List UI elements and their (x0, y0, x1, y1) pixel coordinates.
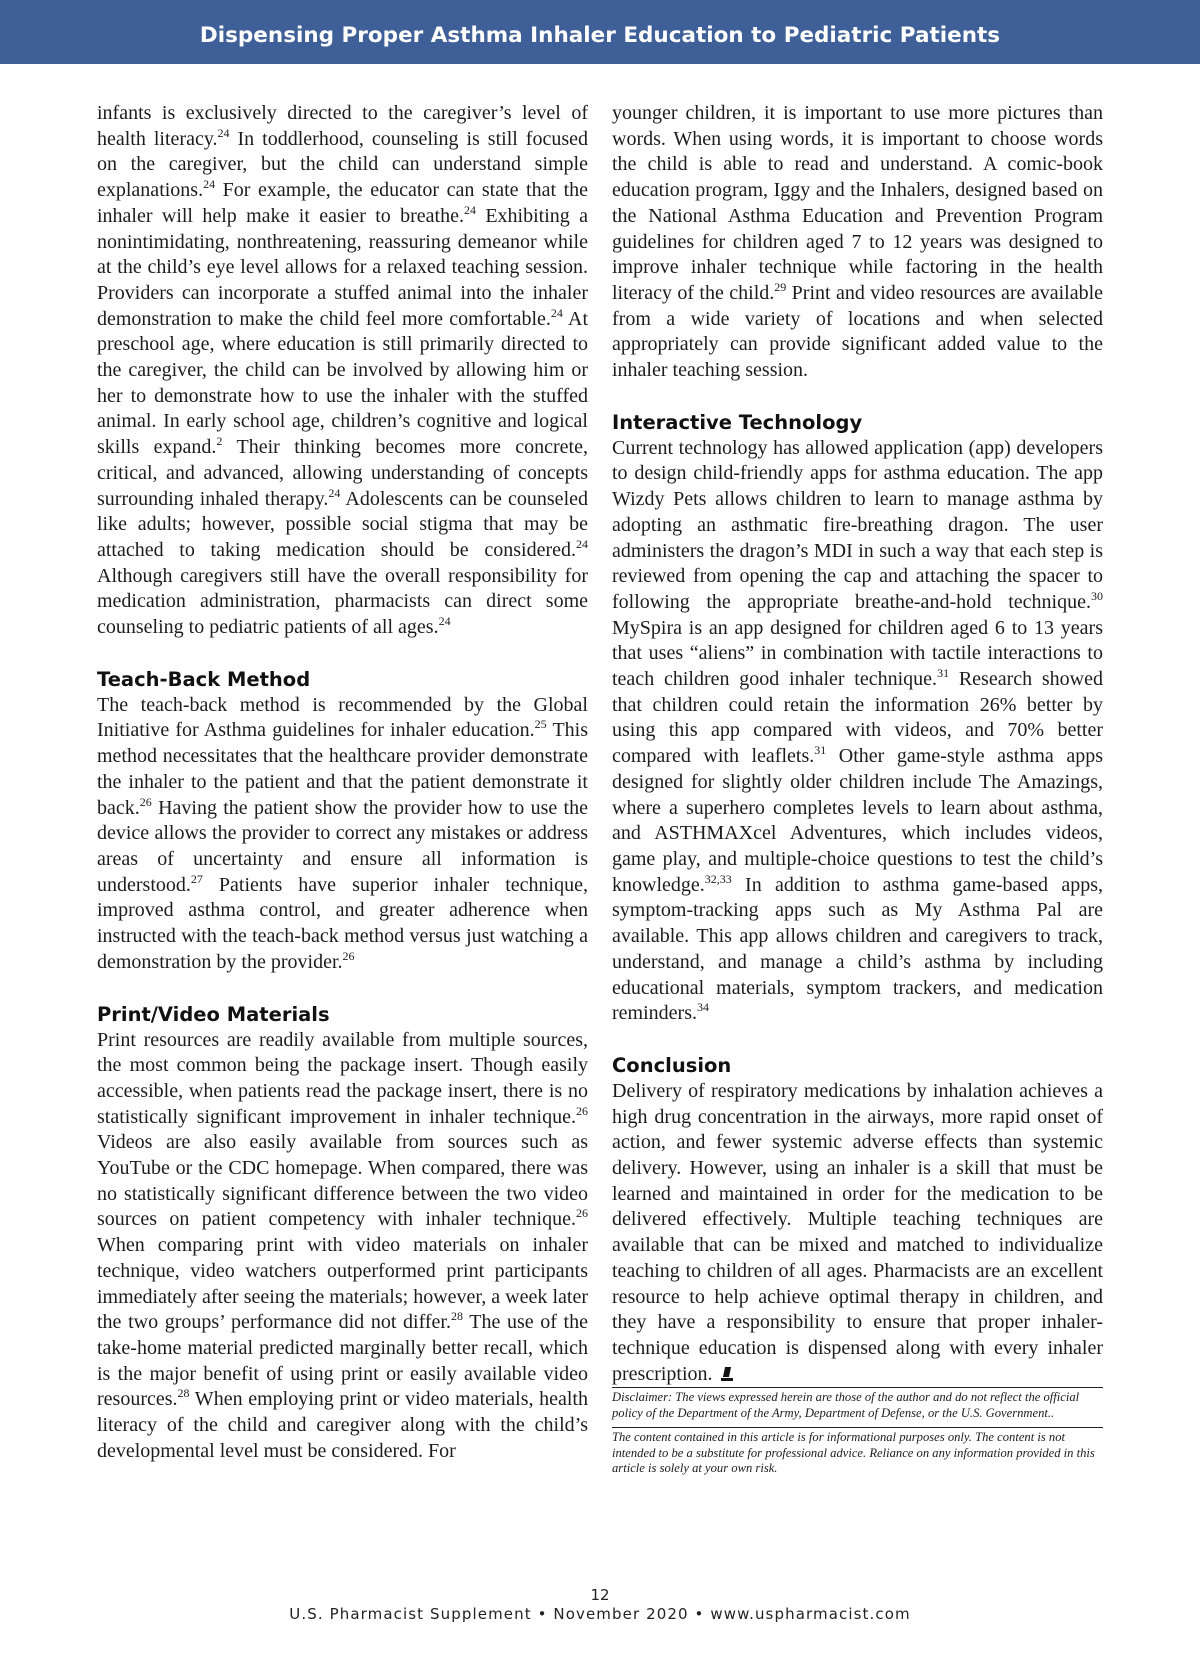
teach-back-heading: Teach-Back Method (97, 667, 311, 691)
intro-paragraph: infants is exclusively directed to the caregiver’s level of health literacy.$^{24}$ In toddlerhood, counseling is still focused on the caregiver, but the child can understand simple explanations.$^{24}$ For example, the educator can state that the inhaler will help make it easier to breathe.$^{24}$ Exhibiting a nonintimidating, nonthreatening, reassuring demeanor while at the child’s eye level allows for a relaxed teaching session. Providers can incorporate a stuffed animal into the inhaler demonstration to make the child feel more comfortable.$^{24}$ At preschool age, where education is still primarily directed to the caregiver, the child can be involved by allowing him or her to demonstrate how to use the inhaler with the stuffed animal. In early school age, children’s cognitive and logical skills expand.$^2$ Their thinking becomes more concrete, critical, and advanced, allowing understanding of concepts surrounding inhaled therapy.$^{24}$ Adolescents can be counseled like adults; however, possible social stigma that may be attached to taking medication should be considered.$^{24}$ Although caregivers still have the overall responsibility for medication administration, pharmacists can direct some counseling to pediatric patients of all ages.$^{24}$ (97, 102, 588, 639)
end-of-article-icon (721, 1367, 733, 1381)
disclaimer-informational: The content contained in this article is for informational purposes only. The content is not intended to be a substitute for professional advice. Reliance on any information provided in this article is solely at your own risk. (612, 1427, 1103, 1476)
publication-footer: U.S. Pharmacist Supplement • November 2020 • www.uspharmacist.com (289, 1605, 911, 1623)
interactive-technology-paragraph: Current technology has allowed application (app) developers to design child-friendly apps for asthma education. The app Wizdy Pets allows children to learn to manage asthma by adopting an asthmatic fire-breathing dragon. The user administers the dragon’s MDI in such a way that each step is reviewed from opening the cap and attaching the spacer to following the appropriate breathe-and-hold technique.$^{30}$ MySpira is an app designed for children aged 6 to 13 years that uses “aliens” in combination with tactile interactions to teach children good inhaler technique.$^{31}$ Research showed that children could retain the information 26% better by using this app compared with videos, and 70% better compared with leaflets.$^{31}$ Other game-style asthma apps designed for slightly older children include The Amazings, where a superhero completes levels to learn about asthma, and ASTHMAXcel Adventures, which includes videos, game play, and multiple-choice questions to test the child’s knowledge.$^{32,33}$ In addition to asthma game-based apps, symptom-tracking apps such as My Asthma Pal are available. This app allows children and caregivers to track, understand, and manage a child’s asthma by including educational materials, symptom trackers, and medication reminders.$^{34}$ (612, 436, 1103, 1025)
right-column (612, 101, 1103, 1476)
conclusion-paragraph (612, 1079, 1103, 1387)
teach-back-paragraph: The teach-back method is recommended by the Global Initiative for Asthma guidelines for inhaler education.$^{25}$ This method necessitates that the healthcare provider demonstrate the inhaler to the patient and that the patient demonstrate it back.$^{26}$ Having the patient show the provider how to use the device allows the provider to correct any mistakes or address areas of uncertainty and ensure all information is understood.$^{27}$ Patients have superior inhaler technique, improved asthma control, and greater adherence when instructed with the teach-back method versus just watching a demonstration by the provider.$^{26}$ (97, 693, 588, 973)
continued-paragraph: younger children, it is important to use more pictures than words. When using words, it is important to choose words the child is able to read and understand. A comic-book education program, Iggy and the Inhalers, designed based on the National Asthma Education and Prevention Program guidelines for children aged 7 to 12 years was designed to improve inhaler technique while factoring in the health literacy of the child.$^{29}$ Print and video resources are available from a wide variety of locations and when selected appropriately can provide significant added value to the inhaler teaching session. (612, 102, 1103, 382)
left-column (97, 101, 588, 1464)
print-video-paragraph: Print resources are readily available from multiple sources, the most common being the package insert. Though easily accessible, when patients read the package insert, there is no statistically significant improvement in inhaler technique.$^{26}$ Videos are also easily available from sources such as YouTube or the CDC homepage. When compared, there was no statistically significant difference between the two video sources on patient competency with inhaler technique.$^{26}$ When comparing print with video materials on inhaler technique, video watchers outperformed print participants immediately after seeing the materials; however, a week later the two groups’ performance did not differ.$^{28}$ The use of the take-home material predicted marginally better recall, which is the major benefit of using print or easily available video resources.$^{28}$ When employing print or video materials, health literacy of the child and caregiver along with the child’s developmental level must be considered. For (97, 1028, 588, 1462)
print-video-heading: Print/Video Materials (97, 1002, 330, 1026)
interactive-technology-heading: Interactive Technology (612, 410, 863, 434)
page-number: 12 (590, 1586, 610, 1604)
article-title-banner (0, 0, 1200, 64)
conclusion-text: Delivery of respiratory medications by inhalation achieves a high drug concentration in the airways, more rapid onset of action, and fewer systemic adverse effects than systemic delivery. However, using an inhaler is a skill that must be learned and maintained in order for the medication to be delivered effectively. Multiple teaching techniques are available that can be mixed and matched to individualize teaching to children of all ages. Pharmacists are an excellent resource to help achieve optimal therapy in children, and they have a responsibility to ensure that proper inhaler-technique education is dispensed along with every inhaler prescription. (612, 1079, 1103, 1385)
conclusion-heading: Conclusion (612, 1053, 732, 1077)
article-title: Dispensing Proper Asthma Inhaler Education to Pediatric Patients (199, 22, 1001, 48)
disclaimer-government: Disclaimer: The views expressed herein are those of the author and do not reflect the official policy of the Department of the Army, Department of Defense, or the U.S. Government.. (612, 1387, 1103, 1421)
